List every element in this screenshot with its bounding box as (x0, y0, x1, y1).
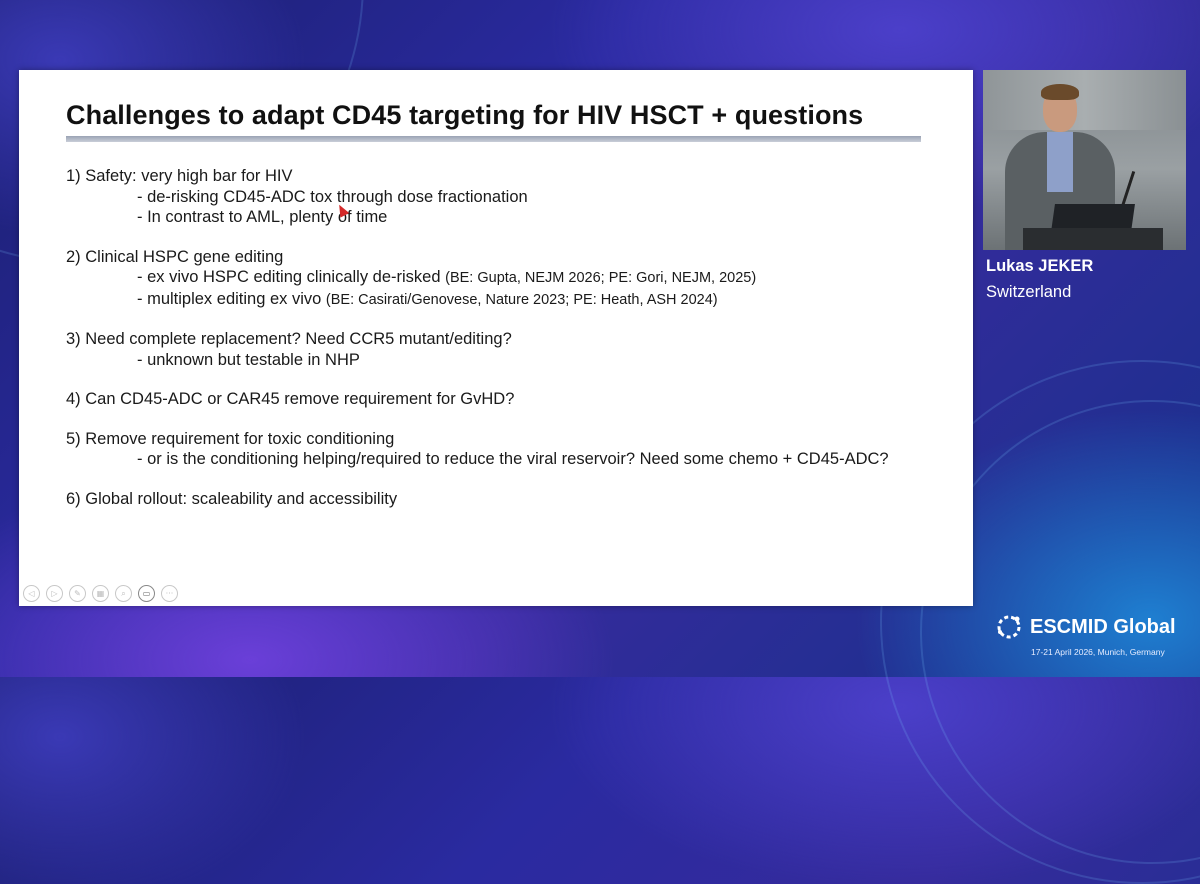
bullet-sub-text: - de-risking CD45-ADC tox through dose fractionation (137, 187, 528, 206)
presentation-slide (19, 70, 973, 606)
bullet-main-text: 4) Can CD45-ADC or CAR45 remove requirement for GvHD? (66, 390, 515, 408)
speaker-shirt (1047, 132, 1073, 192)
bullet-main-text: 3) Need complete replacement? Need CCR5 mutant/editing? (66, 330, 512, 348)
speaker-video (983, 70, 1186, 250)
title-underline (66, 136, 921, 142)
bullet-sub-text: - unknown but testable in NHP (137, 350, 360, 369)
bullet-sub-item (66, 350, 956, 371)
podium (1023, 228, 1163, 250)
video-backdrop (983, 70, 1186, 130)
escmid-logo (994, 612, 1176, 642)
bullet-sub-item (66, 449, 956, 470)
bullet-reference: (BE: Gupta, NEJM 2026; PE: Gori, NEJM, 2025) (445, 270, 757, 286)
bullet-item (66, 429, 956, 470)
next-icon[interactable]: ▷ (46, 585, 63, 602)
slides-icon[interactable]: ▦ (92, 585, 109, 602)
bullet-sub-item (66, 187, 956, 208)
event-info: 17-21 April 2026, Munich, Germany (1031, 647, 1165, 657)
speaker-country: Switzerland (986, 283, 1072, 301)
bullet-main-text: 1) Safety: very high bar for HIV (66, 167, 293, 185)
bullet-sub-item (66, 289, 956, 311)
bullet-item (66, 489, 956, 510)
bullet-item (66, 247, 956, 311)
bullet-item (66, 389, 956, 410)
zoom-icon[interactable]: ⌕ (115, 585, 132, 602)
bullet-sub-text: - In contrast to AML, plenty of time (137, 208, 388, 226)
bullet-sub-text: - ex vivo HSPC editing clinically de-risked (137, 268, 441, 286)
slideshow-controls (23, 585, 178, 602)
slide-bullet-list (66, 166, 956, 528)
bullet-main-text: 2) Clinical HSPC gene editing (66, 247, 284, 266)
camera-icon[interactable]: ▭ (138, 585, 155, 602)
bullet-item (66, 166, 956, 228)
previous-icon[interactable]: ◁ (23, 585, 40, 602)
more-icon[interactable]: ··· (161, 585, 178, 602)
bullet-sub-item (66, 267, 956, 289)
speaker-name: Lukas JEKER (986, 257, 1094, 275)
bullet-sub-text: - or is the conditioning helping/required to reduce the viral reservoir? Need some chemo + CD45-ADC? (137, 450, 889, 468)
bullet-reference: (BE: Casirati/Genovese, Nature 2023; PE: Heath, ASH 2024) (325, 291, 718, 308)
pen-icon[interactable]: ✎ (69, 585, 86, 602)
bullet-sub-item (66, 207, 956, 228)
bullet-main-text: 6) Global rollout: scaleability and accessibility (66, 489, 398, 508)
bullet-sub-text: - multiplex editing ex vivo (137, 289, 322, 308)
slide-title: Challenges to adapt CD45 targeting for HIV HSCT + questions (66, 100, 864, 130)
escmid-logo-icon (994, 612, 1024, 642)
bullet-main-text: 5) Remove requirement for toxic conditioning (66, 429, 395, 448)
bullet-item (66, 329, 956, 370)
speaker-hair (1041, 84, 1079, 100)
brand-name: ESCMID Global (1030, 615, 1176, 638)
